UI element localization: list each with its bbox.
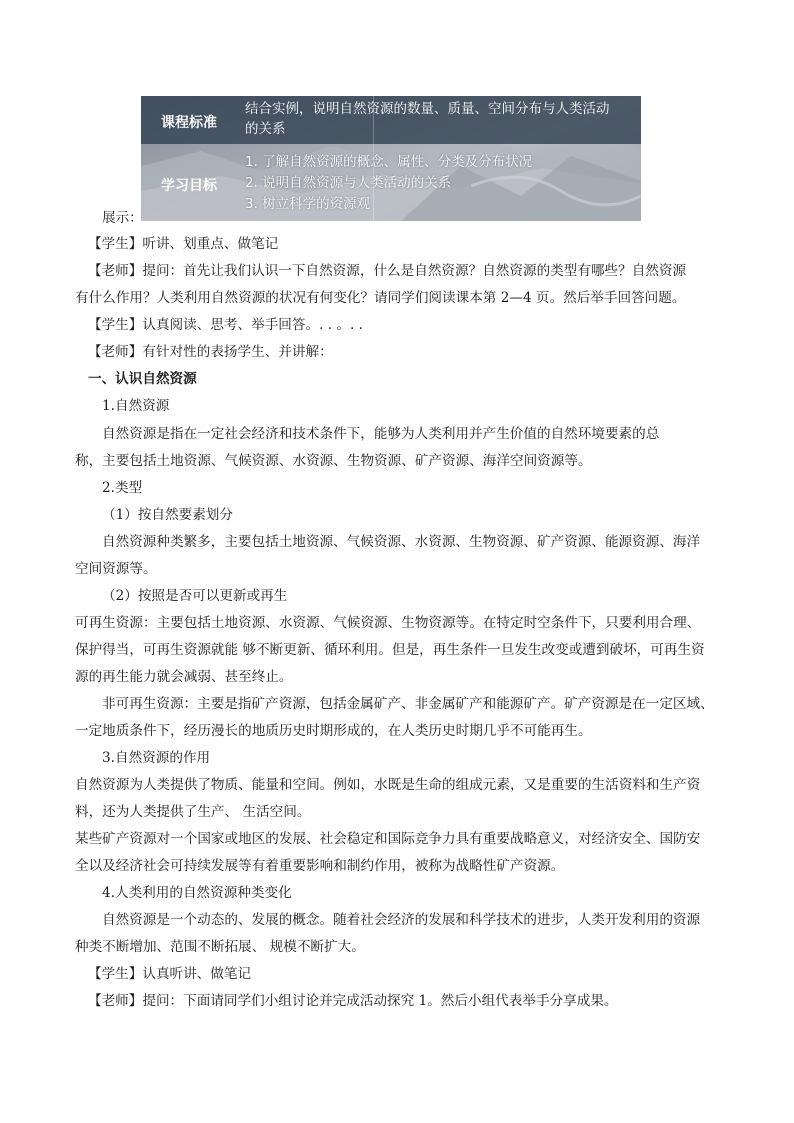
strategic-line-1: 某些矿产资源对一个国家或地区的发展、社会稳定和国际竞争力具有重要战略意义，对经济安全、国防安 bbox=[75, 831, 701, 847]
change-line-2: 种类不断增加、范围不断拓展、 规模不断扩大。 bbox=[75, 939, 365, 955]
subheading-change: 4.人类利用的自然资源种类变化 bbox=[102, 885, 292, 901]
renewable-line-2: 保护得当，可再生资源就能 够不断更新、循环利用。但是，再生条件一旦发生改变或遭到破坏，可再生资 bbox=[75, 642, 705, 658]
standards-text-line2: 的关系 bbox=[245, 121, 286, 137]
teacher-question-3: 【老师】提问：下面请同学们小组讨论并完成活动探究 1。然后小组代表举手分享成果。 bbox=[88, 993, 618, 1009]
renewable-line-3: 源的再生能力就会减弱、甚至终止。 bbox=[75, 669, 293, 685]
type-2-heading: （2）按照是否可以更新或再生 bbox=[102, 588, 288, 604]
change-line-1: 自然资源是一个动态的、发展的概念。随着社会经济的发展和科学技术的进步，人类开发利用的资源 bbox=[102, 912, 701, 928]
teacher-note-2: 【老师】有针对性的表扬学生、并讲解： bbox=[88, 344, 333, 360]
type-1-heading: （1）按自然要素划分 bbox=[102, 507, 233, 523]
subheading-natural-resources: 1.自然资源 bbox=[102, 398, 170, 414]
definition-line-2: 称，主要包括土地资源、气候资源、水资源、生物资源、矿产资源、海洋空间资源等。 bbox=[75, 453, 592, 469]
objective-item-2: 2. 说明自然资源与人类活动的关系 bbox=[245, 175, 452, 191]
type-1-line-1: 自然资源种类繁多，主要包括土地资源、气候资源、水资源、生物资源、矿产资源、能源资源、海洋 bbox=[102, 534, 701, 550]
definition-line-1: 自然资源是指在一定社会经济和技术条件下，能够为人类利用并产生价值的自然环境要素的总 bbox=[102, 426, 660, 442]
teacher-question-1a: 【老师】提问：首先让我们认识一下自然资源，什么是自然资源？自然资源的类型有哪些？自然资源 bbox=[88, 263, 687, 279]
subheading-types: 2.类型 bbox=[102, 480, 143, 496]
student-note-2: 【学生】认真阅读、思考、举手回答。. . 。. . bbox=[88, 317, 363, 333]
nonrenewable-line-2: 一定地质条件下，经历漫长的地质历史时期形成的，在人类历史时期几乎不可能再生。 bbox=[75, 723, 592, 739]
curriculum-banner bbox=[141, 96, 641, 221]
nonrenewable-line-1: 非可再生资源：主要是指矿产资源，包括金属矿产、非金属矿产和能源矿产。矿产资源是在一定区域、 bbox=[102, 696, 714, 712]
role-line-1: 自然资源为人类提供了物质、能量和空间。例如，水既是生命的组成元素，又是重要的生活资料和生产资 bbox=[75, 777, 701, 793]
type-1-line-2: 空间资源等。 bbox=[75, 561, 157, 577]
student-note-1: 【学生】听讲、划重点、做笔记 bbox=[88, 236, 279, 252]
standards-label: 课程标准 bbox=[161, 115, 217, 131]
teacher-question-1b: 有什么作用？人类利用自然资源的状况有何变化？请同学们阅读课本第 2—4 页。然后举手回答问题。 bbox=[75, 290, 686, 306]
subheading-role: 3.自然资源的作用 bbox=[102, 750, 211, 766]
strategic-line-2: 全以及经济社会可持续发展等有着重要影响和制约作用，被称为战略性矿产资源。 bbox=[75, 858, 565, 874]
objective-item-1: 1. 了解自然资源的概念、属性、分类及分布状况 bbox=[245, 154, 533, 170]
renewable-line-1: 可再生资源：主要包括土地资源、水资源、气候资源、生物资源等。在特定时空条件下，只要利用合理、 bbox=[75, 615, 701, 631]
standards-text-line1: 结合实例，说明自然资源的数量、质量、空间分布与人类活动 bbox=[245, 101, 610, 117]
section-heading-1: 一、认识自然资源 bbox=[88, 371, 197, 387]
objectives-label: 学习目标 bbox=[161, 178, 217, 194]
show-label: 展示： bbox=[102, 210, 143, 226]
role-line-2: 料，还为人类提供了生产、 生活空间。 bbox=[75, 804, 311, 820]
student-note-3: 【学生】认真听讲、做笔记 bbox=[88, 966, 252, 982]
objective-item-3: 3. 树立科学的资源观 bbox=[245, 196, 371, 212]
